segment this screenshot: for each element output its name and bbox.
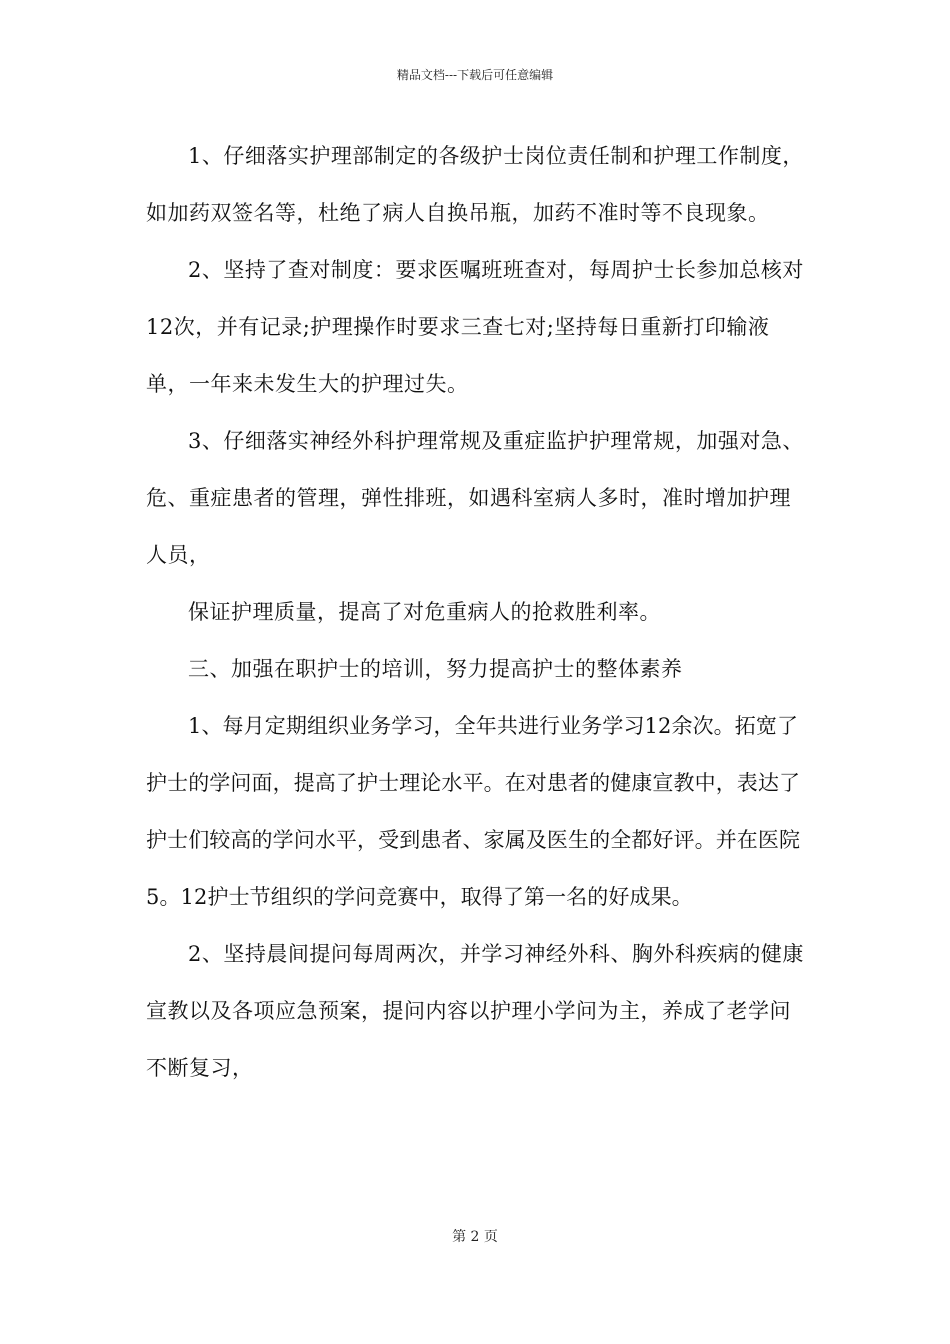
paragraph-6: 2、坚持晨间提问每周两次，并学习神经外科、胸外科疾病的健康宣教以及各项应急预案，提问内容以护理小学问为主，养成了老学问不断复习，	[146, 942, 804, 1080]
document-body	[146, 128, 808, 1097]
section-heading: 三、加强在职护士的培训，努力提高护士的整体素养	[188, 657, 683, 681]
page-number: 第 2 页	[452, 1229, 498, 1245]
paragraph-2: 2、坚持了查对制度：要求医嘱班班查对，每周护士长参加总核对12次，并有记录;护理操作时要求三查七对;坚持每日重新打印输液单，一年来未发生大的护理过失。	[146, 258, 804, 396]
paragraph-1: 1、仔细落实护理部制定的各级护士岗位责任制和护理工作制度，如加药双签名等，杜绝了病人自换吊瓶，加药不准时等不良现象。	[146, 144, 804, 225]
paragraph-4: 保证护理质量，提高了对危重病人的抢救胜利率。	[188, 600, 661, 624]
page-header: 精品文档---下载后可任意编辑	[396, 68, 554, 82]
paragraph-3: 3、仔细落实神经外科护理常规及重症监护护理常规，加强对急、危、重症患者的管理，弹性排班，如遇科室病人多时，准时增加护理人员，	[146, 429, 804, 567]
paragraph-5: 1、每月定期组织业务学习，全年共进行业务学习12余次。拓宽了护士的学问面，提高了护士理论水平。在对患者的健康宣教中，表达了护士们较高的学问水平，受到患者、家属及医生的全都好评。并在医院5。12护士节组织的学问竞赛中，取得了第一名的好成果。	[146, 714, 801, 909]
